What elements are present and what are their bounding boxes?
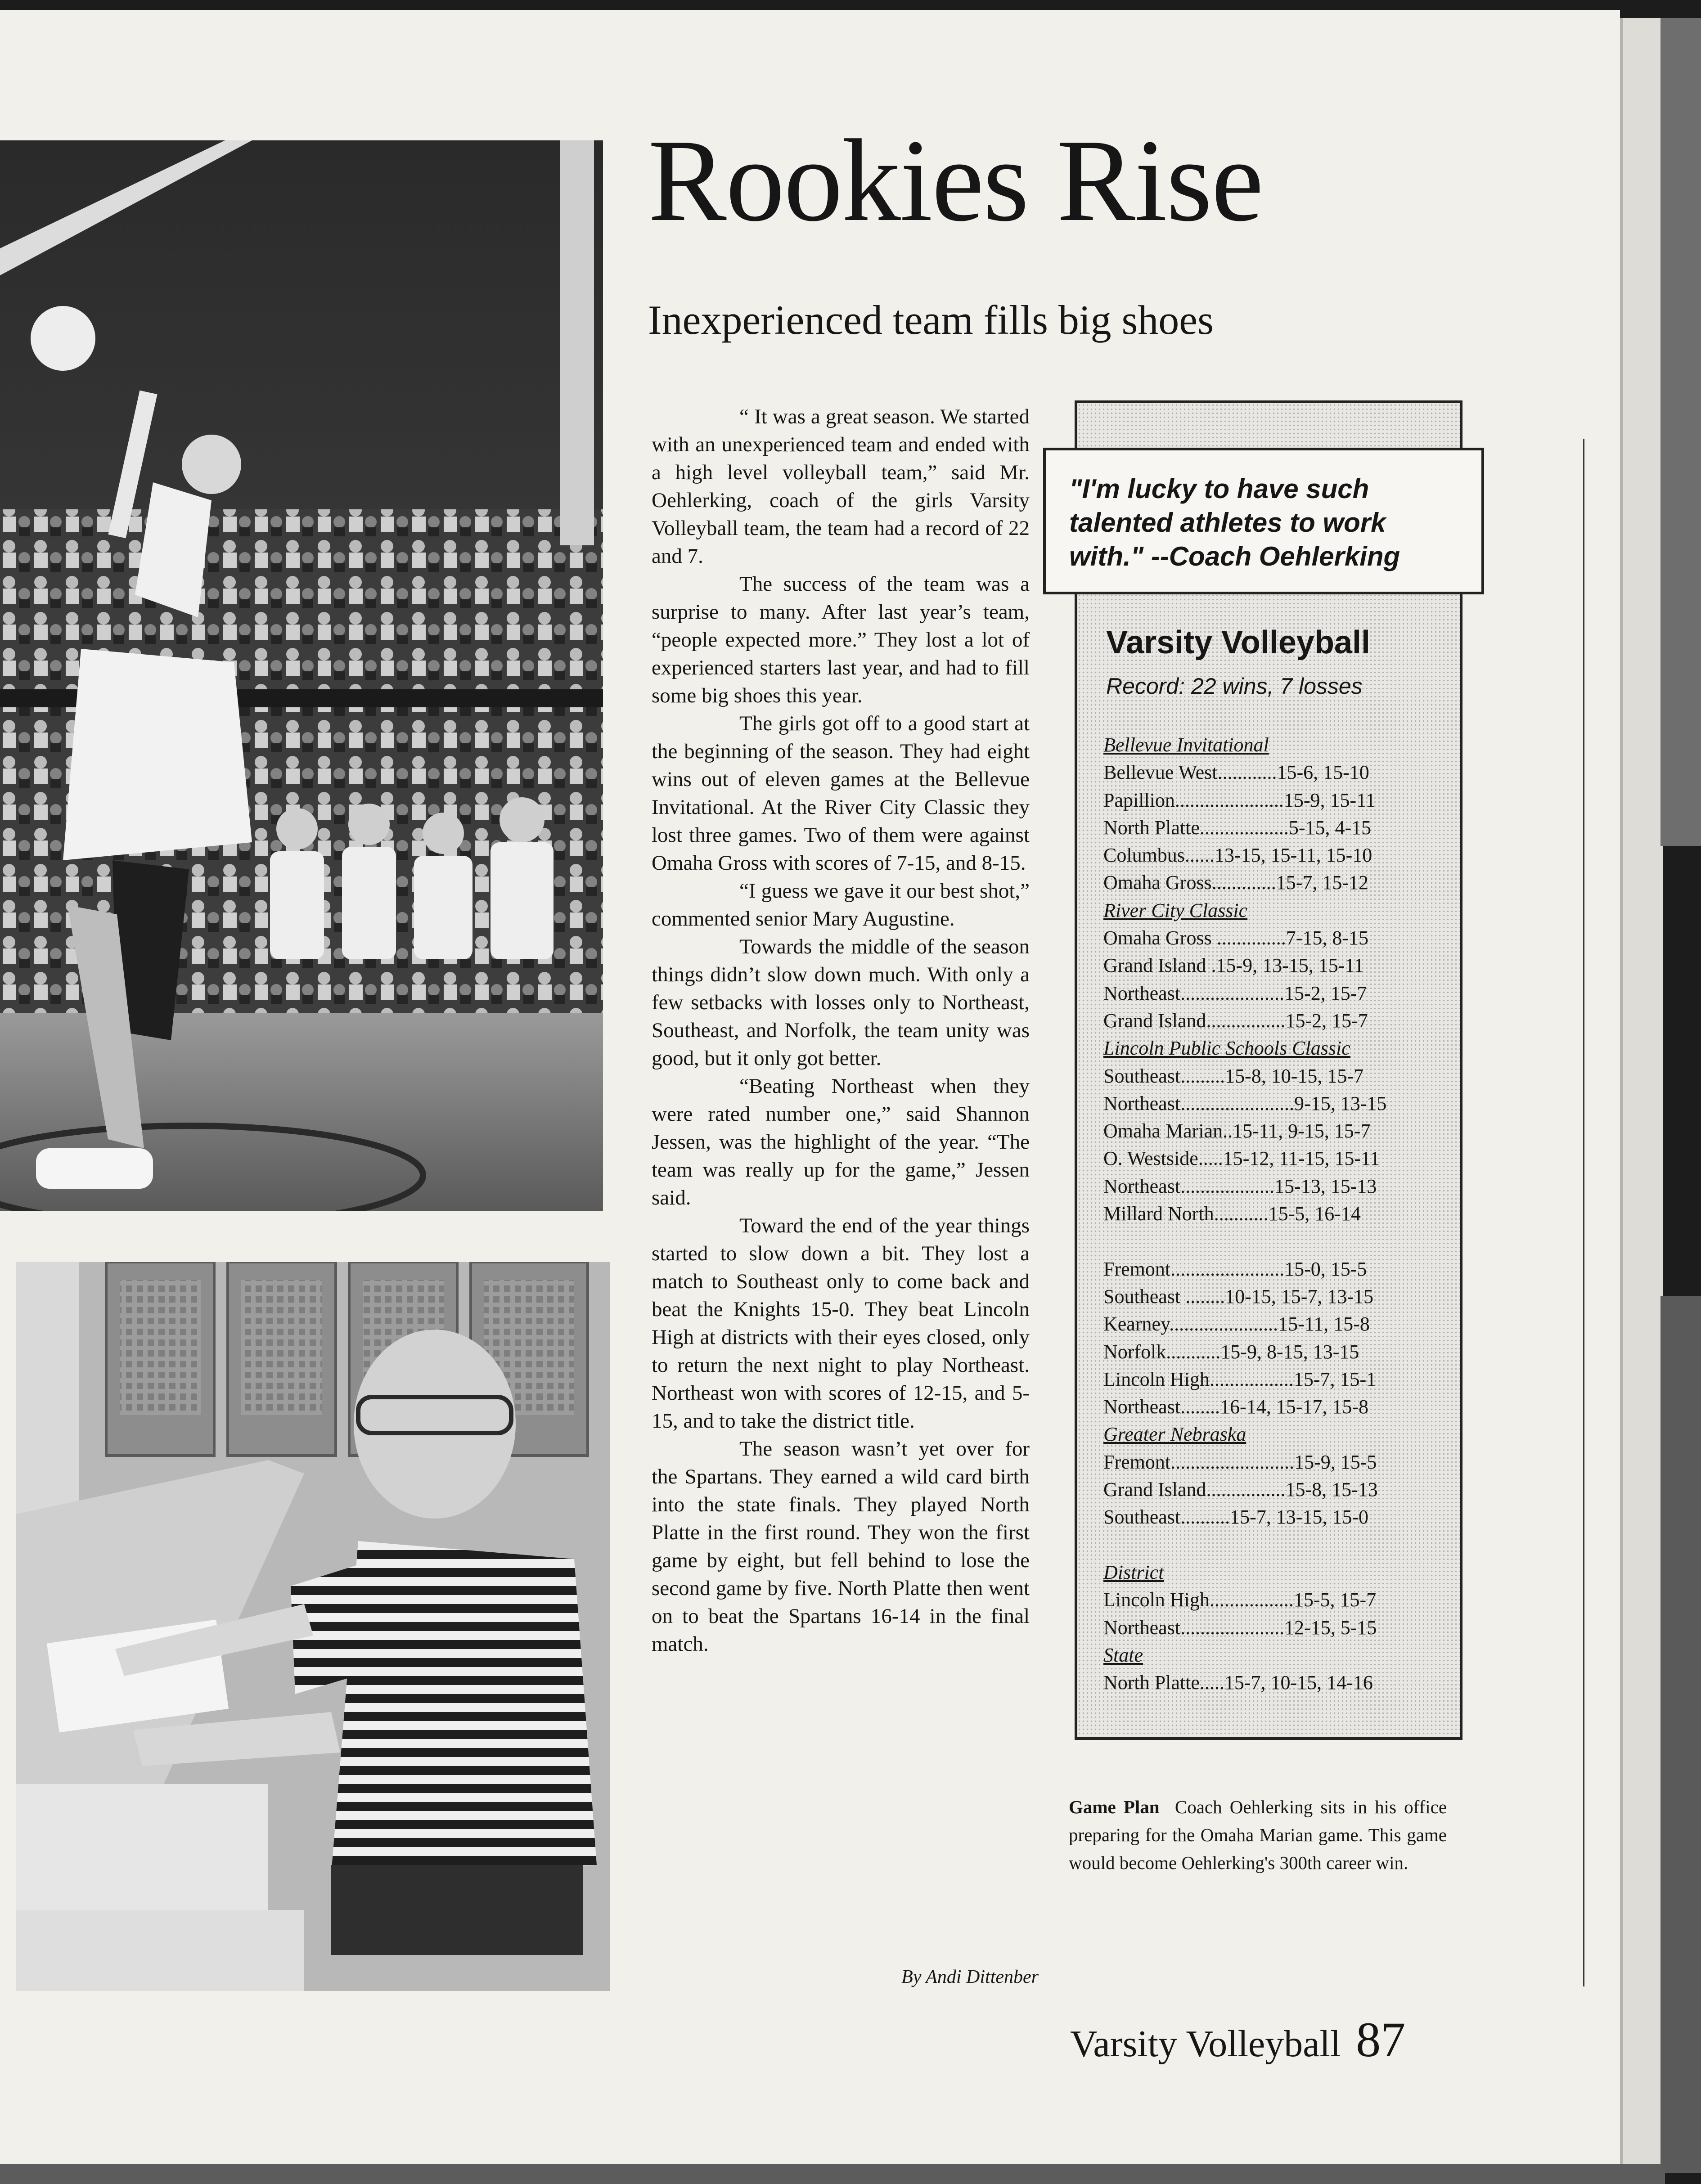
- match-result: Omaha Gross.............15-7, 15-12: [1103, 872, 1369, 894]
- match-result: Fremont.........................15-9, 15-5: [1103, 1451, 1377, 1473]
- match-result: Grand Island .15-9, 13-15, 15-11: [1103, 954, 1364, 977]
- match-result: Northeast.......................9-15, 13-15: [1103, 1092, 1387, 1114]
- match-result: Southeast..........15-7, 13-15, 15-0: [1103, 1506, 1369, 1528]
- article-body: [652, 403, 1030, 1658]
- match-result: Northeast........16-14, 15-17, 15-8: [1103, 1396, 1369, 1418]
- match-result: Fremont.......................15-0, 15-5: [1103, 1258, 1367, 1280]
- photo-caption: [1069, 1793, 1447, 1877]
- match-result: [1103, 1531, 1427, 1559]
- results-list: [1103, 731, 1427, 1696]
- season-record: Record: 22 wins, 7 losses: [1106, 674, 1363, 699]
- match-result: O. Westside.....15-12, 11-15, 15-11: [1103, 1147, 1380, 1170]
- match-result: Columbus......13-15, 15-11, 15-10: [1103, 844, 1372, 867]
- page-footer: [1070, 2011, 1405, 2068]
- match-result: Grand Island................15-8, 15-13: [1103, 1478, 1378, 1501]
- section-label: Varsity Volleyball: [1070, 2023, 1341, 2065]
- match-result: [1103, 1227, 1427, 1255]
- match-result: Grand Island................15-2, 15-7: [1103, 1009, 1368, 1032]
- match-result: Southeast ........10-15, 15-7, 13-15: [1103, 1285, 1374, 1308]
- match-result: Omaha Marian..15-11, 9-15, 15-7: [1103, 1120, 1371, 1142]
- article-paragraph: The season wasn’t yet over for the Spartans. They earned a wild card birth into the state finals. They played North Platte in the first round. They won the first game by eight, but fell behind to lose the second game by five. North Platte then went on to beat the Spartans 16-14 in the final match.: [652, 1437, 1030, 1656]
- article-paragraph: The girls got off to a good start at the beginning of the season. They had eight wins out of eleven games at the Bellevue Invitational. At the River City Classic they lost three games. Two of them were against Omaha Gross with scores of 7-15, and 8-15.: [652, 712, 1030, 875]
- pull-quote: "I'm lucky to have such talented athletes to work with." --Coach Oehlerking: [1043, 448, 1484, 594]
- match-result: Omaha Gross ..............7-15, 8-15: [1103, 927, 1369, 949]
- match-result: North Platte..................5-15, 4-15: [1103, 816, 1372, 839]
- coach-at-desk-photo: [16, 1262, 610, 1991]
- match-result: Bellevue West............15-6, 15-10: [1103, 761, 1369, 784]
- match-result: North Platte.....15-7, 10-15, 14-16: [1103, 1672, 1373, 1694]
- tournament-heading: Bellevue Invitational: [1103, 734, 1269, 756]
- margin-rule: [1583, 439, 1584, 1986]
- bottom-edge: [0, 2164, 1665, 2184]
- sidebar-title: Varsity Volleyball: [1106, 625, 1370, 661]
- subheadline: Inexperienced team fills big shoes: [648, 297, 1214, 343]
- caption-title: Game Plan: [1069, 1797, 1160, 1817]
- match-result: Northeast...................15-13, 15-13: [1103, 1175, 1377, 1197]
- match-result: Northeast.....................12-15, 5-15: [1103, 1616, 1377, 1639]
- match-result: Northeast.....................15-2, 15-7: [1103, 982, 1367, 1004]
- tournament-heading: River City Classic: [1103, 899, 1248, 921]
- tournament-heading: Lincoln Public Schools Classic: [1103, 1037, 1350, 1060]
- article-paragraph: Towards the middle of the season things didn’t slow down much. With only a few setbacks with losses only to Northeast, Southeast, and Norfolk, the team unity was good, but it only got better.: [652, 935, 1030, 1070]
- caption-text: Coach Oehlerking sits in his office preparing for the Omaha Marian game. This game would become Oehlerking's 300th career win.: [1069, 1797, 1447, 1873]
- byline: By Andi Dittenber: [901, 1967, 1039, 1987]
- article-paragraph: The success of the team was a surprise to many. After last year’s team, “people expected more.” They lost a lot of experienced starters last year, and had to fill some big shoes this year.: [652, 572, 1030, 707]
- headline: Rookies Rise: [648, 115, 1263, 246]
- match-result: Norfolk...........15-9, 8-15, 13-15: [1103, 1340, 1359, 1363]
- match-result: Millard North...........15-5, 16-14: [1103, 1203, 1361, 1225]
- volleyball-match-photo: [0, 140, 603, 1211]
- tournament-heading: Greater Nebraska: [1103, 1423, 1246, 1446]
- tournament-heading: District: [1103, 1561, 1164, 1583]
- match-result: Lincoln High.................15-7, 15-1: [1103, 1368, 1377, 1390]
- spine-tab-bottom: [1660, 1296, 1701, 2173]
- article-paragraph: Toward the end of the year things started to slow down a bit. They lost a match to Southeast only to come back and beat the Knights 15-0. They beat Lincoln High at districts with their eyes closed, only to return the next night to play Northeast. Northeast won with scores of 12-15, and 5-15, and to take the district title.: [652, 1214, 1030, 1433]
- article-paragraph: “I guess we gave it our best shot,” commented senior Mary Augustine.: [652, 879, 1030, 930]
- match-result: Lincoln High.................15-5, 15-7: [1103, 1589, 1377, 1611]
- article-paragraph: “ It was a great season. We started with an unexperienced team and ended with a high level volleyball team,” said Mr. Oehlerking, coach of the girls Varsity Volleyball team, the team had a record of 22 and 7.: [652, 405, 1030, 568]
- match-result: Kearney......................15-11, 15-8: [1103, 1313, 1370, 1335]
- article-paragraph: “Beating Northeast when they were rated number one,” said Shannon Jessen, was the highlight of the year. “The team was really up for the game,” Jessen said.: [652, 1074, 1030, 1209]
- tournament-heading: State: [1103, 1644, 1143, 1666]
- match-result: Southeast.........15-8, 10-15, 15-7: [1103, 1065, 1364, 1087]
- page-edge: [1620, 18, 1663, 2173]
- spine-tab-top: [1660, 18, 1701, 846]
- match-result: Papillion......................15-9, 15-11: [1103, 789, 1376, 811]
- page-number: 87: [1356, 2012, 1406, 2067]
